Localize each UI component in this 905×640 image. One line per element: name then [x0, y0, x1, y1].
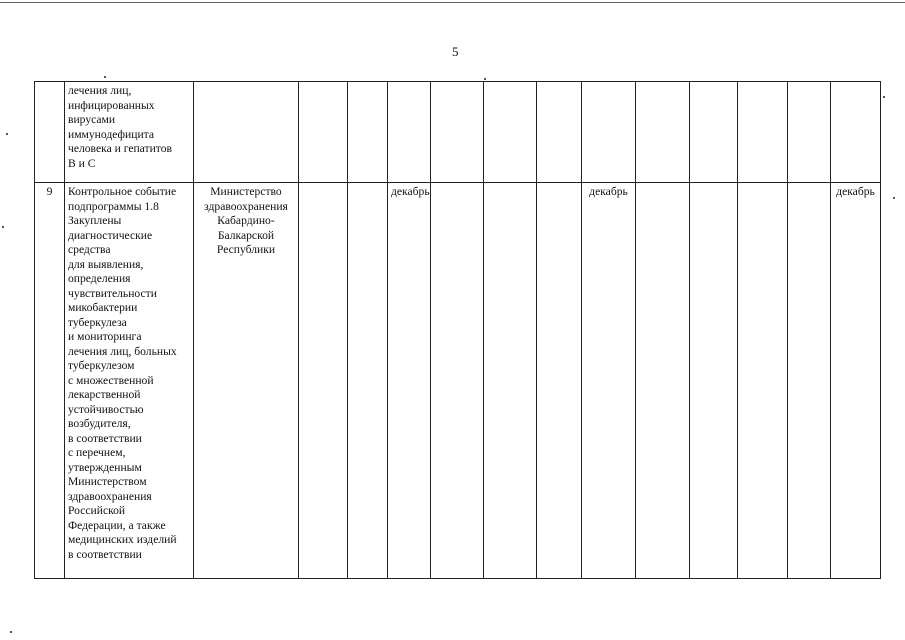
- table-cell: [738, 82, 788, 183]
- scan-speck: [6, 133, 8, 135]
- event-name-cell: [65, 82, 194, 183]
- table-cell: [348, 82, 388, 183]
- table-cell: [431, 183, 484, 579]
- text-line: устойчивостью: [68, 402, 144, 416]
- table-cell: [831, 82, 881, 183]
- text-line: здравоохранения: [204, 199, 288, 213]
- text-line: туберкулезом: [68, 359, 135, 372]
- table-cell: [348, 183, 388, 579]
- text-line: Министерством: [68, 475, 147, 488]
- text-line: Контрольное событие: [68, 185, 177, 198]
- table-cell: [788, 82, 831, 183]
- text-line: здравоохранения: [68, 489, 152, 503]
- text-line: лечения лиц, больных: [68, 344, 177, 358]
- table-cell: [788, 183, 831, 579]
- text-line: микобактерии: [68, 301, 138, 314]
- scan-speck: [10, 631, 12, 633]
- text-line: чувствительности: [68, 286, 157, 300]
- text-line: средства: [68, 243, 111, 256]
- executor-cell: [194, 82, 299, 183]
- text-line: для выявления,: [68, 257, 144, 271]
- table-cell: [431, 82, 484, 183]
- text-line: в соответствии: [68, 547, 142, 561]
- schedule-table: [34, 81, 881, 579]
- text-line: человека и гепатитов: [68, 142, 172, 155]
- scan-speck: [104, 76, 106, 78]
- table-cell: [636, 82, 690, 183]
- text-line: Министерство: [210, 185, 282, 198]
- text-line: Республики: [216, 243, 276, 256]
- event-name-cell: [65, 183, 194, 579]
- text-line: Кабардино-: [217, 214, 275, 227]
- month-cell: декабрь: [831, 183, 881, 579]
- text-line: В и С: [68, 156, 96, 170]
- text-line: в соответствии: [68, 431, 142, 445]
- page-number: 5: [452, 44, 459, 59]
- table-cell: [484, 82, 537, 183]
- table-cell: [484, 183, 537, 579]
- text-line: с множественной: [68, 373, 154, 387]
- table-cell: [299, 82, 348, 183]
- text-line: Российской: [68, 504, 126, 517]
- scan-speck: [2, 226, 4, 228]
- text-line: инфицированных: [68, 98, 155, 112]
- text-line: возбудителя,: [68, 417, 131, 430]
- row-number: [35, 82, 65, 183]
- text-line: и мониторинга: [68, 330, 142, 343]
- table-cell: [690, 183, 738, 579]
- executor-cell: [194, 183, 299, 579]
- scan-speck: [893, 197, 895, 199]
- text-line: вирусами: [68, 113, 116, 126]
- scan-speck: [484, 78, 486, 80]
- text-line: подпрограммы 1.8: [68, 199, 159, 213]
- table-cell: [582, 82, 636, 183]
- table-cell: [738, 183, 788, 579]
- table-cell: [299, 183, 348, 579]
- text-line: лечения лиц,: [68, 84, 132, 97]
- text-line: Закуплены: [68, 214, 122, 227]
- text-line: определения: [68, 272, 131, 285]
- table-cell: [537, 82, 582, 183]
- month-cell: декабрь: [388, 183, 431, 579]
- table-cell: [537, 183, 582, 579]
- table-cell: [636, 183, 690, 579]
- text-line: лекарственной: [68, 388, 141, 401]
- top-rule: [0, 2, 905, 3]
- text-line: Балкарской: [217, 228, 275, 242]
- row-number: 9: [35, 183, 65, 579]
- text-line: медицинских изделий: [68, 533, 177, 546]
- table-cell: [388, 82, 431, 183]
- text-line: Федерации, а также: [68, 518, 166, 532]
- table-row-continued: [35, 82, 881, 183]
- table-row-9: [35, 183, 881, 579]
- text-line: диагностические: [68, 228, 153, 242]
- month-cell: декабрь: [582, 183, 636, 579]
- text-line: иммунодефицита: [68, 127, 155, 141]
- text-line: туберкулеза: [68, 315, 127, 329]
- text-line: с перечнем,: [68, 446, 126, 459]
- text-line: утвержденным: [68, 460, 142, 474]
- scan-speck: [883, 96, 885, 98]
- table-cell: [690, 82, 738, 183]
